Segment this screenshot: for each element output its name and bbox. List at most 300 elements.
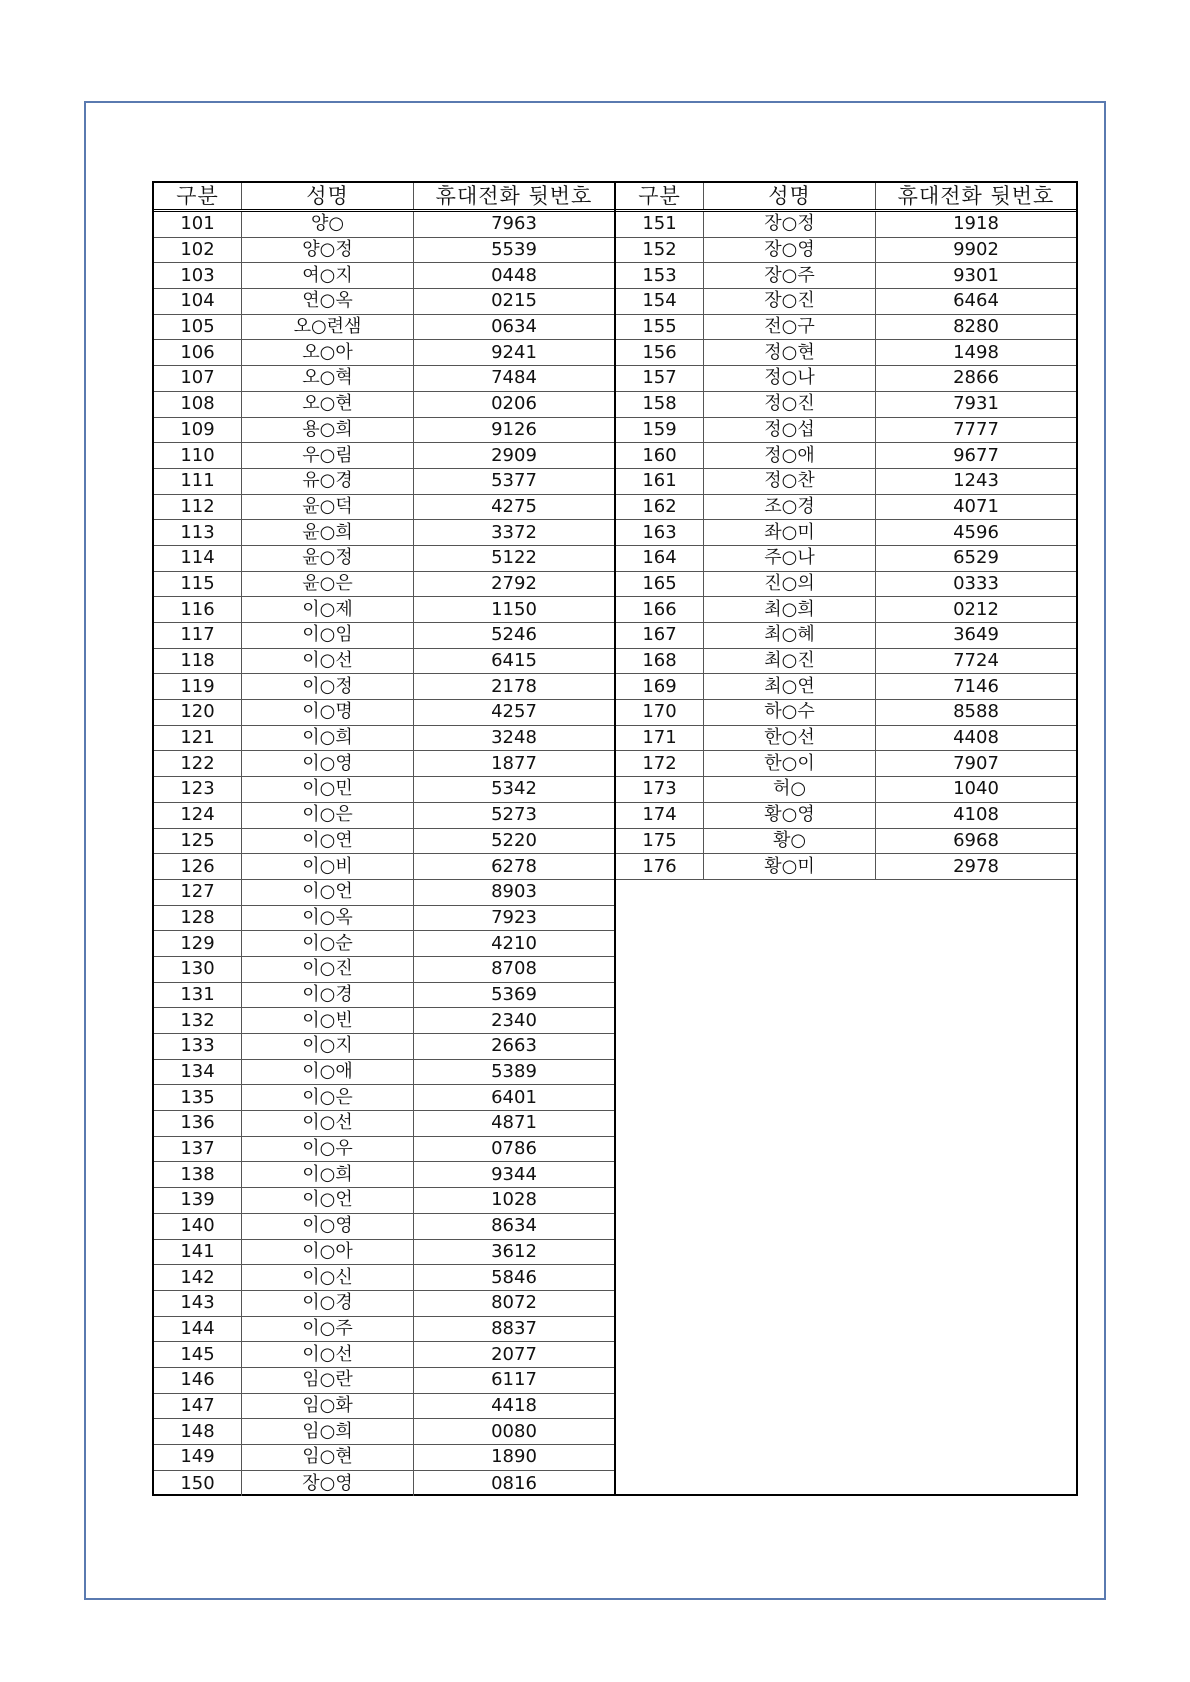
table-row: [154, 1214, 614, 1240]
table-row: [154, 957, 614, 983]
cell-number: 176: [616, 854, 704, 879]
cell-name: 장○주: [704, 263, 876, 288]
cell-name: 정○진: [704, 392, 876, 417]
cell-name: 허○: [704, 777, 876, 802]
cell-phone-suffix: 6415: [491, 650, 537, 672]
cell-number: 167: [616, 623, 704, 648]
table-row: [154, 366, 614, 392]
cell-name: 이○지: [242, 1034, 414, 1059]
table-row: [154, 1291, 614, 1317]
cell-phone-suffix: 0212: [953, 598, 999, 620]
cell-phone-suffix: 1877: [491, 752, 537, 774]
cell-phone-suffix: 3612: [491, 1240, 537, 1262]
cell-phone-suffix: 1028: [491, 1189, 537, 1211]
cell-phone-suffix: 4871: [491, 1112, 537, 1134]
cell-number: 158: [616, 392, 704, 417]
cell-phone-suffix: 5122: [491, 547, 537, 569]
cell-number: 105: [154, 315, 242, 340]
cell-name: 좌○미: [704, 520, 876, 545]
cell-name: 이○애: [242, 1060, 414, 1085]
cell-number: 113: [154, 520, 242, 545]
cell-number: 140: [154, 1214, 242, 1239]
cell-number: 114: [154, 546, 242, 571]
table-row: [616, 443, 1076, 469]
cell-phone-suffix: 6968: [953, 829, 999, 851]
contact-table: [152, 181, 1078, 1496]
cell-number: 169: [616, 674, 704, 699]
cell-name: 이○옥: [242, 906, 414, 931]
header-name: 성명: [242, 183, 414, 209]
table-row: [616, 315, 1076, 341]
table-row: [616, 263, 1076, 289]
cell-phone-suffix: 8072: [491, 1292, 537, 1314]
table-row: [616, 289, 1076, 315]
cell-name: 임○현: [242, 1445, 414, 1470]
cell-name: 이○영: [242, 751, 414, 776]
cell-phone-suffix: 2978: [953, 855, 999, 877]
cell-phone-suffix: 4596: [953, 521, 999, 543]
cell-number: 123: [154, 777, 242, 802]
cell-number: 150: [154, 1471, 242, 1497]
cell-phone-suffix: 1918: [953, 213, 999, 235]
table-row: [154, 572, 614, 598]
table-row: [154, 803, 614, 829]
cell-number: 154: [616, 289, 704, 314]
cell-name: 장○영: [704, 238, 876, 263]
cell-number: 120: [154, 700, 242, 725]
cell-number: 149: [154, 1445, 242, 1470]
table-row: [154, 1162, 614, 1188]
cell-number: 141: [154, 1240, 242, 1265]
table-row: [616, 495, 1076, 521]
cell-name: 이○민: [242, 777, 414, 802]
cell-name: 오○아: [242, 340, 414, 365]
cell-name: 용○희: [242, 418, 414, 443]
cell-name: 여○지: [242, 263, 414, 288]
cell-name: 이○언: [242, 1188, 414, 1213]
cell-number: 126: [154, 854, 242, 879]
cell-name: 황○영: [704, 803, 876, 828]
table-row: [616, 726, 1076, 752]
cell-number: 118: [154, 649, 242, 674]
cell-number: 104: [154, 289, 242, 314]
table-row: [154, 546, 614, 572]
cell-number: 172: [616, 751, 704, 776]
cell-name: 이○은: [242, 1085, 414, 1110]
cell-number: 124: [154, 803, 242, 828]
table-row: [616, 392, 1076, 418]
header-phone-suffix: 휴대전화 뒷번호: [897, 183, 1055, 208]
cell-number: 103: [154, 263, 242, 288]
table-row: [154, 751, 614, 777]
cell-phone-suffix: 2792: [491, 572, 537, 594]
cell-phone-suffix: 9344: [491, 1163, 537, 1185]
table-row: [154, 726, 614, 752]
cell-name: 장○정: [704, 212, 876, 237]
table-row: [154, 340, 614, 366]
table-row: [616, 803, 1076, 829]
cell-name: 정○나: [704, 366, 876, 391]
cell-number: 106: [154, 340, 242, 365]
header-phone-suffix: 휴대전화 뒷번호: [435, 183, 593, 208]
cell-phone-suffix: 5846: [491, 1266, 537, 1288]
table-row: [616, 829, 1076, 855]
cell-name: 오○현: [242, 392, 414, 417]
cell-name: 이○순: [242, 931, 414, 956]
table-row: [154, 906, 614, 932]
table-row: [154, 315, 614, 341]
cell-number: 145: [154, 1342, 242, 1367]
cell-phone-suffix: 4071: [953, 495, 999, 517]
cell-number: 112: [154, 495, 242, 520]
table-row: [154, 1317, 614, 1343]
cell-phone-suffix: 1890: [491, 1446, 537, 1468]
cell-phone-suffix: 0333: [953, 572, 999, 594]
cell-number: 144: [154, 1317, 242, 1342]
cell-name: 황○미: [704, 854, 876, 879]
cell-name: 이○희: [242, 1162, 414, 1187]
cell-number: 142: [154, 1265, 242, 1290]
table-row: [154, 1034, 614, 1060]
cell-number: 136: [154, 1111, 242, 1136]
table-row: [154, 1240, 614, 1266]
cell-number: 107: [154, 366, 242, 391]
cell-name: 이○우: [242, 1137, 414, 1162]
table-row: [154, 983, 614, 1009]
cell-number: 156: [616, 340, 704, 365]
table-row: [616, 572, 1076, 598]
cell-phone-suffix: 8903: [491, 881, 537, 903]
cell-number: 173: [616, 777, 704, 802]
cell-number: 152: [616, 238, 704, 263]
table-row: [616, 340, 1076, 366]
table-row: [154, 1188, 614, 1214]
cell-phone-suffix: 2340: [491, 1009, 537, 1031]
cell-name: 이○비: [242, 854, 414, 879]
table-row: [154, 829, 614, 855]
cell-number: 163: [616, 520, 704, 545]
cell-name: 이○진: [242, 957, 414, 982]
table-row: [154, 212, 614, 238]
cell-phone-suffix: 2663: [491, 1035, 537, 1057]
cell-name: 이○경: [242, 1291, 414, 1316]
header-number: 구분: [616, 183, 704, 209]
cell-phone-suffix: 3248: [491, 727, 537, 749]
cell-number: 134: [154, 1060, 242, 1085]
cell-number: 174: [616, 803, 704, 828]
cell-number: 132: [154, 1008, 242, 1033]
cell-number: 102: [154, 238, 242, 263]
table-row: [616, 751, 1076, 777]
table-row: [616, 366, 1076, 392]
cell-number: 146: [154, 1368, 242, 1393]
cell-name: 임○화: [242, 1394, 414, 1419]
table-row: [616, 238, 1076, 264]
cell-name: 이○선: [242, 649, 414, 674]
cell-name: 이○은: [242, 803, 414, 828]
cell-phone-suffix: 8708: [491, 958, 537, 980]
table-row: [616, 854, 1076, 880]
cell-number: 165: [616, 572, 704, 597]
cell-phone-suffix: 7777: [953, 418, 999, 440]
cell-name: 하○수: [704, 700, 876, 725]
cell-phone-suffix: 5342: [491, 778, 537, 800]
cell-phone-suffix: 6464: [953, 290, 999, 312]
cell-phone-suffix: 1243: [953, 470, 999, 492]
cell-name: 이○선: [242, 1342, 414, 1367]
table-row: [154, 623, 614, 649]
cell-phone-suffix: 1498: [953, 341, 999, 363]
table-row: [616, 597, 1076, 623]
cell-number: 125: [154, 829, 242, 854]
cell-phone-suffix: 0816: [491, 1472, 537, 1494]
cell-name: 임○란: [242, 1368, 414, 1393]
table-row: [616, 212, 1076, 238]
cell-phone-suffix: 9301: [953, 264, 999, 286]
table-row: [154, 469, 614, 495]
cell-phone-suffix: 2178: [491, 675, 537, 697]
cell-number: 139: [154, 1188, 242, 1213]
table-row: [154, 1137, 614, 1163]
table-row: [154, 263, 614, 289]
header-number: 구분: [154, 183, 242, 209]
cell-phone-suffix: 8280: [953, 316, 999, 338]
cell-name: 정○현: [704, 340, 876, 365]
table-row: [154, 700, 614, 726]
cell-phone-suffix: 9902: [953, 239, 999, 261]
cell-phone-suffix: 6117: [491, 1369, 537, 1391]
cell-name: 주○나: [704, 546, 876, 571]
cell-name: 한○이: [704, 751, 876, 776]
cell-phone-suffix: 5389: [491, 1061, 537, 1083]
table-row: [154, 1008, 614, 1034]
table-row: [154, 674, 614, 700]
cell-name: 한○선: [704, 726, 876, 751]
table-row: [616, 623, 1076, 649]
cell-phone-suffix: 5220: [491, 829, 537, 851]
cell-name: 양○: [242, 212, 414, 237]
table-row: [616, 777, 1076, 803]
cell-phone-suffix: 4257: [491, 701, 537, 723]
cell-name: 오○혁: [242, 366, 414, 391]
cell-phone-suffix: 7146: [953, 675, 999, 697]
cell-name: 임○희: [242, 1419, 414, 1444]
cell-phone-suffix: 9677: [953, 444, 999, 466]
table-row: [154, 289, 614, 315]
cell-name: 윤○덕: [242, 495, 414, 520]
table-row: [154, 1342, 614, 1368]
cell-phone-suffix: 2909: [491, 444, 537, 466]
cell-name: 이○아: [242, 1240, 414, 1265]
cell-number: 168: [616, 649, 704, 674]
cell-phone-suffix: 0215: [491, 290, 537, 312]
cell-name: 최○혜: [704, 623, 876, 648]
cell-phone-suffix: 0080: [491, 1420, 537, 1442]
cell-phone-suffix: 1040: [953, 778, 999, 800]
cell-number: 153: [616, 263, 704, 288]
table-row: [154, 392, 614, 418]
cell-phone-suffix: 5539: [491, 239, 537, 261]
table-row: [616, 674, 1076, 700]
cell-name: 오○련샘: [242, 315, 414, 340]
cell-number: 175: [616, 829, 704, 854]
table-row: [616, 418, 1076, 444]
cell-number: 147: [154, 1394, 242, 1419]
cell-name: 이○희: [242, 726, 414, 751]
cell-name: 이○제: [242, 597, 414, 622]
cell-number: 130: [154, 957, 242, 982]
table-header-right: [616, 183, 1076, 212]
cell-phone-suffix: 0786: [491, 1138, 537, 1160]
table-row: [154, 1060, 614, 1086]
cell-name: 이○언: [242, 880, 414, 905]
cell-number: 101: [154, 212, 242, 237]
cell-number: 109: [154, 418, 242, 443]
cell-name: 윤○정: [242, 546, 414, 571]
cell-name: 이○명: [242, 700, 414, 725]
table-row: [154, 880, 614, 906]
cell-name: 이○신: [242, 1265, 414, 1290]
cell-phone-suffix: 7484: [491, 367, 537, 389]
cell-phone-suffix: 5273: [491, 804, 537, 826]
cell-number: 128: [154, 906, 242, 931]
cell-phone-suffix: 6529: [953, 547, 999, 569]
cell-number: 162: [616, 495, 704, 520]
cell-name: 이○경: [242, 983, 414, 1008]
cell-phone-suffix: 0206: [491, 393, 537, 415]
cell-name: 이○주: [242, 1317, 414, 1342]
cell-name: 장○진: [704, 289, 876, 314]
table-row: [154, 1085, 614, 1111]
table-row: [154, 1368, 614, 1394]
cell-phone-suffix: 7963: [491, 213, 537, 235]
cell-name: 유○경: [242, 469, 414, 494]
cell-phone-suffix: 4408: [953, 727, 999, 749]
table-row: [616, 546, 1076, 572]
cell-number: 121: [154, 726, 242, 751]
cell-number: 115: [154, 572, 242, 597]
cell-name: 이○정: [242, 674, 414, 699]
table-row: [154, 238, 614, 264]
cell-number: 157: [616, 366, 704, 391]
cell-number: 137: [154, 1137, 242, 1162]
cell-name: 이○선: [242, 1111, 414, 1136]
cell-phone-suffix: 5246: [491, 624, 537, 646]
cell-phone-suffix: 7923: [491, 906, 537, 928]
cell-name: 윤○은: [242, 572, 414, 597]
table-row: [154, 649, 614, 675]
table-right-half: [616, 183, 1076, 1494]
cell-number: 170: [616, 700, 704, 725]
cell-number: 135: [154, 1085, 242, 1110]
table-row: [154, 1471, 614, 1497]
table-row: [154, 443, 614, 469]
cell-phone-suffix: 5377: [491, 470, 537, 492]
table-row: [616, 469, 1076, 495]
cell-phone-suffix: 6401: [491, 1086, 537, 1108]
cell-name: 최○연: [704, 674, 876, 699]
table-row: [154, 1394, 614, 1420]
cell-phone-suffix: 7724: [953, 650, 999, 672]
table-row: [154, 1445, 614, 1471]
cell-name: 우○림: [242, 443, 414, 468]
table-row: [616, 700, 1076, 726]
cell-number: 159: [616, 418, 704, 443]
cell-phone-suffix: 4108: [953, 804, 999, 826]
cell-number: 111: [154, 469, 242, 494]
cell-number: 155: [616, 315, 704, 340]
cell-phone-suffix: 2077: [491, 1343, 537, 1365]
cell-phone-suffix: 3649: [953, 624, 999, 646]
cell-name: 이○연: [242, 829, 414, 854]
cell-number: 131: [154, 983, 242, 1008]
table-row: [154, 854, 614, 880]
table-row: [154, 520, 614, 546]
cell-phone-suffix: 9241: [491, 341, 537, 363]
cell-phone-suffix: 3372: [491, 521, 537, 543]
cell-name: 윤○희: [242, 520, 414, 545]
cell-phone-suffix: 5369: [491, 983, 537, 1005]
cell-name: 전○구: [704, 315, 876, 340]
header-name: 성명: [704, 183, 876, 209]
cell-phone-suffix: 7931: [953, 393, 999, 415]
table-row: [616, 649, 1076, 675]
cell-phone-suffix: 8837: [491, 1317, 537, 1339]
table-row: [154, 597, 614, 623]
cell-number: 143: [154, 1291, 242, 1316]
cell-number: 117: [154, 623, 242, 648]
cell-phone-suffix: 6278: [491, 855, 537, 877]
cell-number: 148: [154, 1419, 242, 1444]
cell-phone-suffix: 8588: [953, 701, 999, 723]
cell-name: 진○의: [704, 572, 876, 597]
cell-name: 조○경: [704, 495, 876, 520]
cell-number: 164: [616, 546, 704, 571]
cell-number: 116: [154, 597, 242, 622]
cell-name: 장○영: [242, 1471, 414, 1497]
cell-phone-suffix: 9126: [491, 418, 537, 440]
cell-phone-suffix: 4418: [491, 1394, 537, 1416]
cell-phone-suffix: 0448: [491, 264, 537, 286]
cell-name: 정○섭: [704, 418, 876, 443]
cell-name: 이○임: [242, 623, 414, 648]
cell-name: 최○희: [704, 597, 876, 622]
table-row: [154, 777, 614, 803]
cell-name: 최○진: [704, 649, 876, 674]
cell-number: 138: [154, 1162, 242, 1187]
cell-number: 127: [154, 880, 242, 905]
table-row: [154, 418, 614, 444]
cell-name: 정○찬: [704, 469, 876, 494]
cell-name: 연○옥: [242, 289, 414, 314]
cell-number: 122: [154, 751, 242, 776]
cell-phone-suffix: 4275: [491, 495, 537, 517]
cell-number: 119: [154, 674, 242, 699]
cell-number: 129: [154, 931, 242, 956]
table-row: [616, 520, 1076, 546]
cell-number: 160: [616, 443, 704, 468]
cell-phone-suffix: 8634: [491, 1215, 537, 1237]
cell-phone-suffix: 1150: [491, 598, 537, 620]
cell-phone-suffix: 0634: [491, 316, 537, 338]
table-header-left: [154, 183, 614, 212]
cell-name: 황○: [704, 829, 876, 854]
cell-name: 이○빈: [242, 1008, 414, 1033]
table-row: [154, 1419, 614, 1445]
cell-number: 110: [154, 443, 242, 468]
cell-phone-suffix: 2866: [953, 367, 999, 389]
cell-phone-suffix: 4210: [491, 932, 537, 954]
